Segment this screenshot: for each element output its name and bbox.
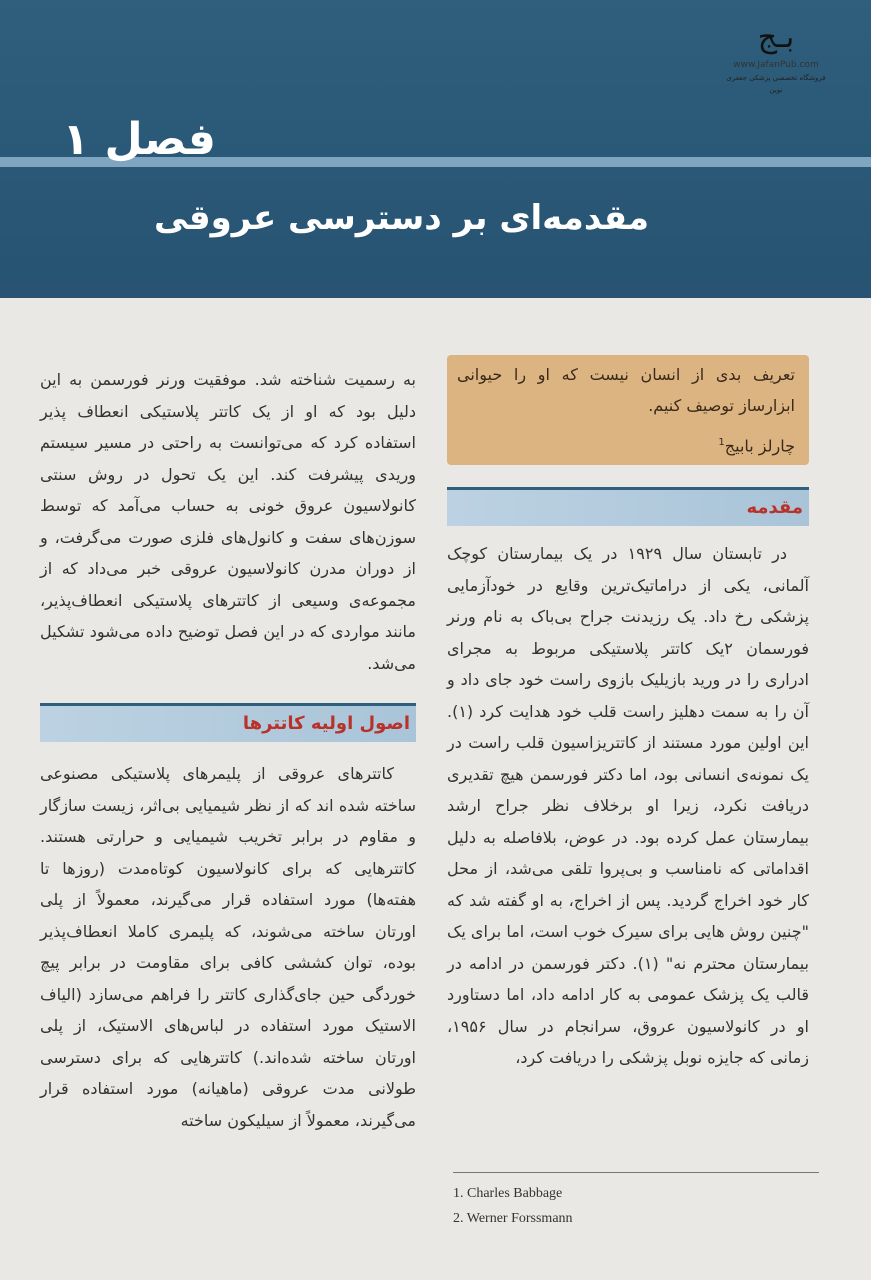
footnote-1: 1. Charles Babbage xyxy=(453,1186,563,1201)
catheter-basics-paragraph: کاتترهای عروقی از پلیمرهای پلاستیکی مصنوعی ساخته شده اند که از نظر شیمیایی بی‌اثر، زیست سازگار و مقاوم در برابر تخریب شیمیایی و حرارتی هستند. کاتترهایی که برای کانولاسیون کوتاه‌مدت (روزها تا هفته‌ها) مورد استفاده قرار می‌گیرند، معمولاً از پلی اورتان ساخته می‌شوند، که پلیمری کاملا انعطاف‌پذیر بوده، توان کششی کافی برای مقاومت در برابر پیچ خوردگی حین جای‌گذاری کاتتر را فراهم می‌سازد (الیاف الاستیک مورد استفاده در لباس‌های الاستیک، از پلی اورتان ساخته شده‌اند.) کاتترهایی که برای دسترسی طولانی مدت عروقی (ماهیانه) مورد استفاده قرار می‌گیرند، معمولاً از سیلیکون ساخته xyxy=(40,764,416,1130)
right-column xyxy=(447,300,809,1074)
section-heading-intro: مقدمه xyxy=(447,487,809,526)
left-column xyxy=(40,300,416,1136)
epigraph-author-name: چارلز بابیج xyxy=(724,436,795,456)
footnotes xyxy=(453,1172,819,1231)
epigraph-box xyxy=(447,355,809,465)
intro-paragraph: در تابستان سال ۱۹۲۹ در یک بیمارستان کوچک آلمانی، یکی از دراماتیک‌ترین وقایع در خودآزمایی پزشکی رخ داد. یک رزیدنت جراح بی‌باک به نام ورنر فورسمان ۲یک کاتتر پلاستیکی مربوط به مجرای ادراری را در ورید بازیلیک بازوی راست خود جای داد و آن را به سمت دهلیز راست قلب خود هدایت کرد (۱). این اولین مورد مستند از کاتتریزاسیون قلب راست در یک نمونه‌ی انسانی بود، اما دکتر فورسمن هیچ تقدیری دریافت نکرد، زیرا او برخلاف نظر جراح ارشد بیمارستان عمل کرده بود. در عوض، بلافاصله به دلیل اقداماتی که نامناسب و بی‌پروا تلقی می‌شد، از محل کار خود اخراج گردید. پس از اخراج، به او گفته شد که "چنین روش هایی برای سیرک خوب است، اما برای یک بیمارستان محترم نه" (۱). دکتر فورسمن در ادامه در قالب یک پزشک عمومی به کار ادامه داد، اما دستاورد او در کانولاسیون عروق، سرانجام در سال ۱۹۵۶، زمانی که جایزه نوبل پزشکی را دریافت کرد، xyxy=(447,544,810,1068)
publisher-tagline: فروشگاه تخصصی پزشکی جعفری نوین xyxy=(726,74,826,94)
continuation-paragraph: به رسمیت شناخته شد. موفقیت ورنر فورسمن به این دلیل بود که او از یک کاتتر پلاستیکی انعطاف پذیر استفاده کرد که می‌توانست به راحتی در مسیر سیستم وریدی پیشرفت کند. این یک تحول در روش سنتی کانولاسیون عروق خونی به حساب می‌آمد که توسط سوزن‌های سفت و کانول‌های فلزی صورت می‌گرفت، و از دوران مدرن کانولاسیون عروقی خبر می‌داد که از مجموعه‌ی وسیعی از کاتترهای پلاستیکی انعطاف‌پذیر، مانند مواردی که در این فصل توضیح داده می‌شود تشکیل می‌شد. xyxy=(40,370,416,673)
section-heading-catheter-basics: اصول اولیه کاتترها xyxy=(40,703,416,742)
publisher-logo-icon: بـج xyxy=(757,20,795,55)
epigraph-author xyxy=(457,427,795,461)
epigraph-text: تعریف بدی از انسان نیست که او را حیوانی ابزارساز توصیف کنیم. xyxy=(457,365,795,415)
publisher-logo xyxy=(721,18,831,103)
chapter-title: مقدمه‌ای بر دسترسی عروقی xyxy=(154,198,649,238)
publisher-url: www.JafanPub.com xyxy=(733,60,819,70)
footnote-ref: 1 xyxy=(718,437,725,448)
footnote-2: 2. Werner Forssmann xyxy=(453,1211,573,1226)
chapter-number: فصل ۱ xyxy=(62,114,216,165)
chapter-header xyxy=(0,0,871,298)
